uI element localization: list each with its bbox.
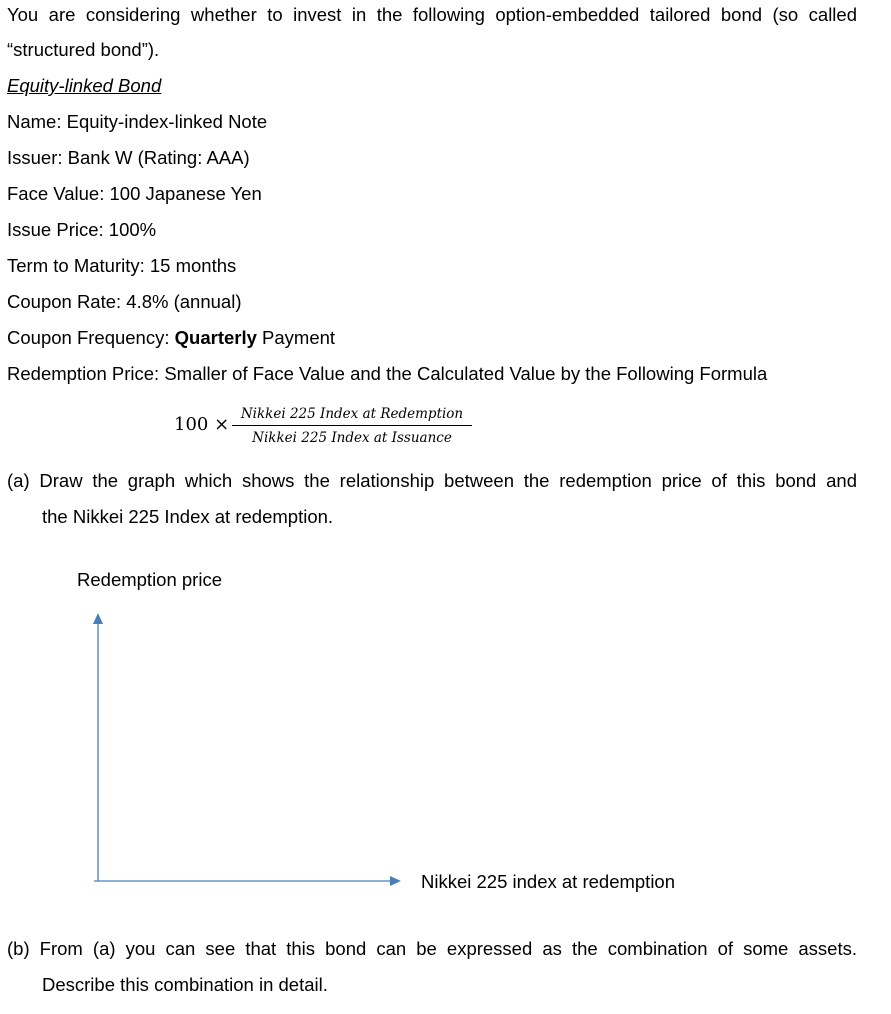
- bond-coupon-rate: Coupon Rate: 4.8% (annual): [7, 291, 242, 312]
- intro-line-2: “structured bond”).: [7, 39, 160, 60]
- bond-face-value: Face Value: 100 Japanese Yen: [7, 183, 262, 204]
- y-axis-arrow: [93, 613, 103, 624]
- intro-line-1: You are considering whether to invest in the following option-embedded tailored bond (so called: [7, 4, 857, 25]
- y-axis-label: Redemption price: [77, 569, 222, 590]
- formula-coefficient: 100 ×: [174, 414, 230, 435]
- question-b-line-2: Describe this combination in detail.: [42, 974, 328, 995]
- bond-heading: Equity-linked Bond: [7, 75, 162, 96]
- bond-term: Term to Maturity: 15 months: [7, 255, 237, 276]
- bond-redemption-price: Redemption Price: Smaller of Face Value and the Calculated Value by the Following Formula: [7, 363, 768, 384]
- question-a-line-1: (a) Draw the graph which shows the relationship between the redemption price of this bond and: [7, 470, 857, 491]
- coupon-frequency-bold: Quarterly: [174, 327, 257, 348]
- question-b-line-1: (b) From (a) you can see that this bond can be expressed as the combination of some assets.: [7, 938, 857, 959]
- x-axis-label: Nikkei 225 index at redemption: [421, 871, 676, 892]
- formula-denominator: Nikkei 225 Index at Issuance: [252, 430, 452, 446]
- coupon-frequency-prefix: Coupon Frequency:: [7, 327, 175, 348]
- x-axis-arrow: [390, 876, 401, 886]
- bond-name: Name: Equity-index-linked Note: [7, 111, 268, 132]
- question-a-line-2: the Nikkei 225 Index at redemption.: [42, 506, 334, 527]
- formula-numerator: Nikkei 225 Index at Redemption: [240, 406, 464, 422]
- bond-issuer: Issuer: Bank W (Rating: AAA): [7, 147, 250, 168]
- bond-issue-price: Issue Price: 100%: [7, 219, 157, 240]
- coupon-frequency-suffix: Payment: [256, 327, 336, 348]
